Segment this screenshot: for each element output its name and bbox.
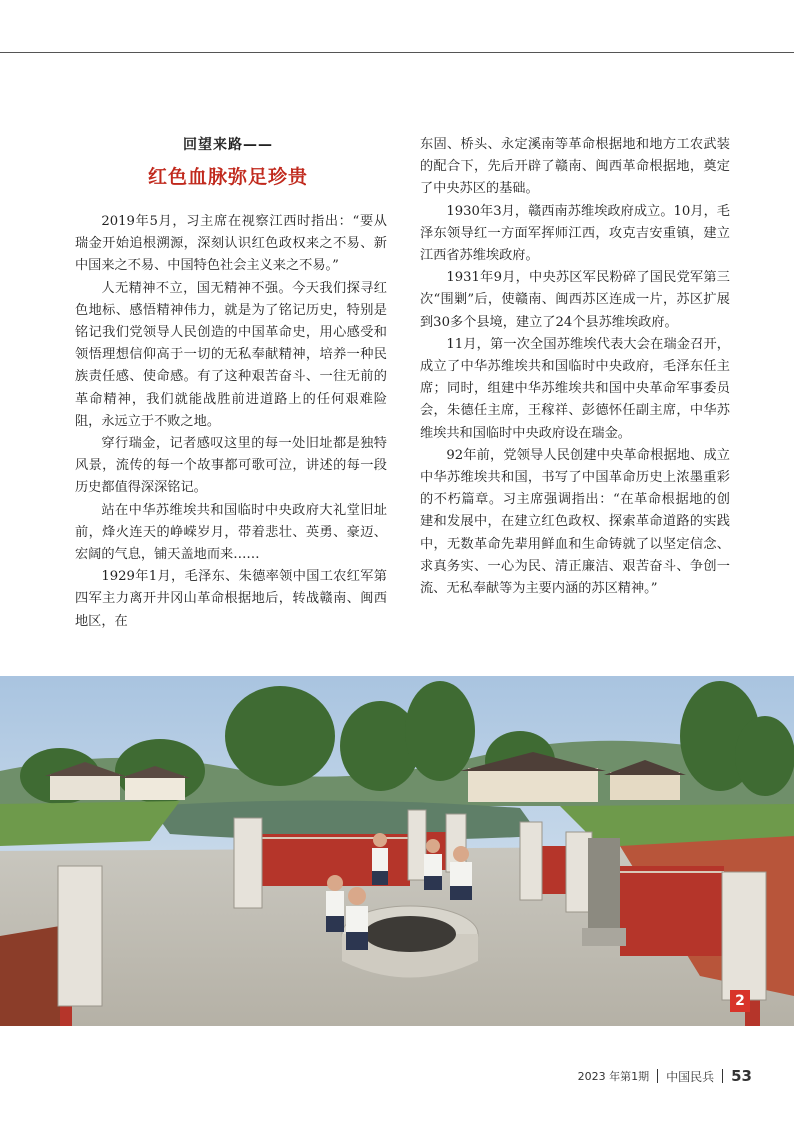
footer-divider [722,1069,723,1083]
page-number: 53 [731,1067,752,1085]
footer-divider [657,1069,658,1083]
paragraph: 1929年1月，毛泽东、朱德率领中国工农红军第四军主力离开井冈山革命根据地后，转战赣南、闽西地区，在 [75,569,387,629]
paragraph: 人无精神不立，国无精神不强。今天我们探寻红色地标、感悟精神伟力，就是为了铭记历史，特别是铭记我们党领导人民创造的中国革命史，用心感受和领悟理想信仰高于一切的无私奉献精神，培养一种民族责任感、使命感。有了这种艰苦奋斗、一往无前的革命精神，我们就能战胜前进道路上的任何艰难险阻，永远立于不败之地。 [75,280,387,429]
paragraph: 东固、桥头、永定溪南等革命根据地和地方工农武装的配合下，先后开辟了赣南、闽西革命根据地，奠定了中央苏区的基础。 [420,137,730,197]
paragraph: 站在中华苏维埃共和国临时中央政府大礼堂旧址前，烽火连天的峥嵘岁月，带着悲壮、英勇、豪迈、宏阔的气息，铺天盖地而来…… [75,502,387,563]
paragraph: 11月，第一次全国苏维埃代表大会在瑞金召开，成立了中华苏维埃共和国临时中央政府，毛泽东任主席；同时，组建中华苏维埃共和国中央革命军事委员会，朱德任主席，王稼祥、彭德怀任副主席，中华苏维埃共和国临时中央政府设在瑞金。 [420,336,730,441]
paragraph: 1931年9月，中央苏区军民粉碎了国民党军第三次“围剿”后，使赣南、闽西苏区连成一片，苏区扩展到30多个县境，建立了24个县苏维埃政府。 [420,270,730,330]
issue-label: 2023 年第1期 [577,1070,650,1083]
left-column [75,134,387,633]
paragraph: 92年前，党领导人民创建中央革命根据地、成立中华苏维埃共和国，书写了中国革命历史上浓墨重彩的不朽篇章。习主席强调指出：“在革命根据地的创建和发展中，在建立红色政权、探索革命道路的实践中，无数革命先辈用鲜血和生命铸就了以坚定信念、求真务实、一心为民、清正廉洁、艰苦奋斗、争创一流、无私奉献等为主要内涵的苏区精神。” [420,447,730,597]
photo-number-badge: 2 [730,990,750,1012]
paragraph: 穿行瑞金，记者感叹这里的每一处旧址都是独特风景，流传的每一个故事都可歌可泣，讲述的每一段历史都值得深深铭记。 [75,436,387,496]
section-headline: 红色血脉弥足珍贵 [147,166,308,188]
red-well-site-photo [0,676,794,1026]
section-kicker: 回望来路—— [183,137,273,153]
magazine-name: 中国民兵 [666,1069,715,1084]
right-column [420,134,730,600]
photo-illustration [0,676,794,1026]
paragraph: 2019年5月，习主席在视察江西时指出：“要从瑞金开始追根溯源，深刻认识红色政权来之不易、新中国来之不易、中国特色社会主义来之不易。” [75,214,387,274]
header-rule [0,52,794,53]
page-footer [578,1067,752,1085]
paragraph: 1930年3月，赣西南苏维埃政府成立。10月，毛泽东领导红一方面军挥师江西，攻克吉安重镇，建立江西省苏维埃政府。 [420,203,730,264]
